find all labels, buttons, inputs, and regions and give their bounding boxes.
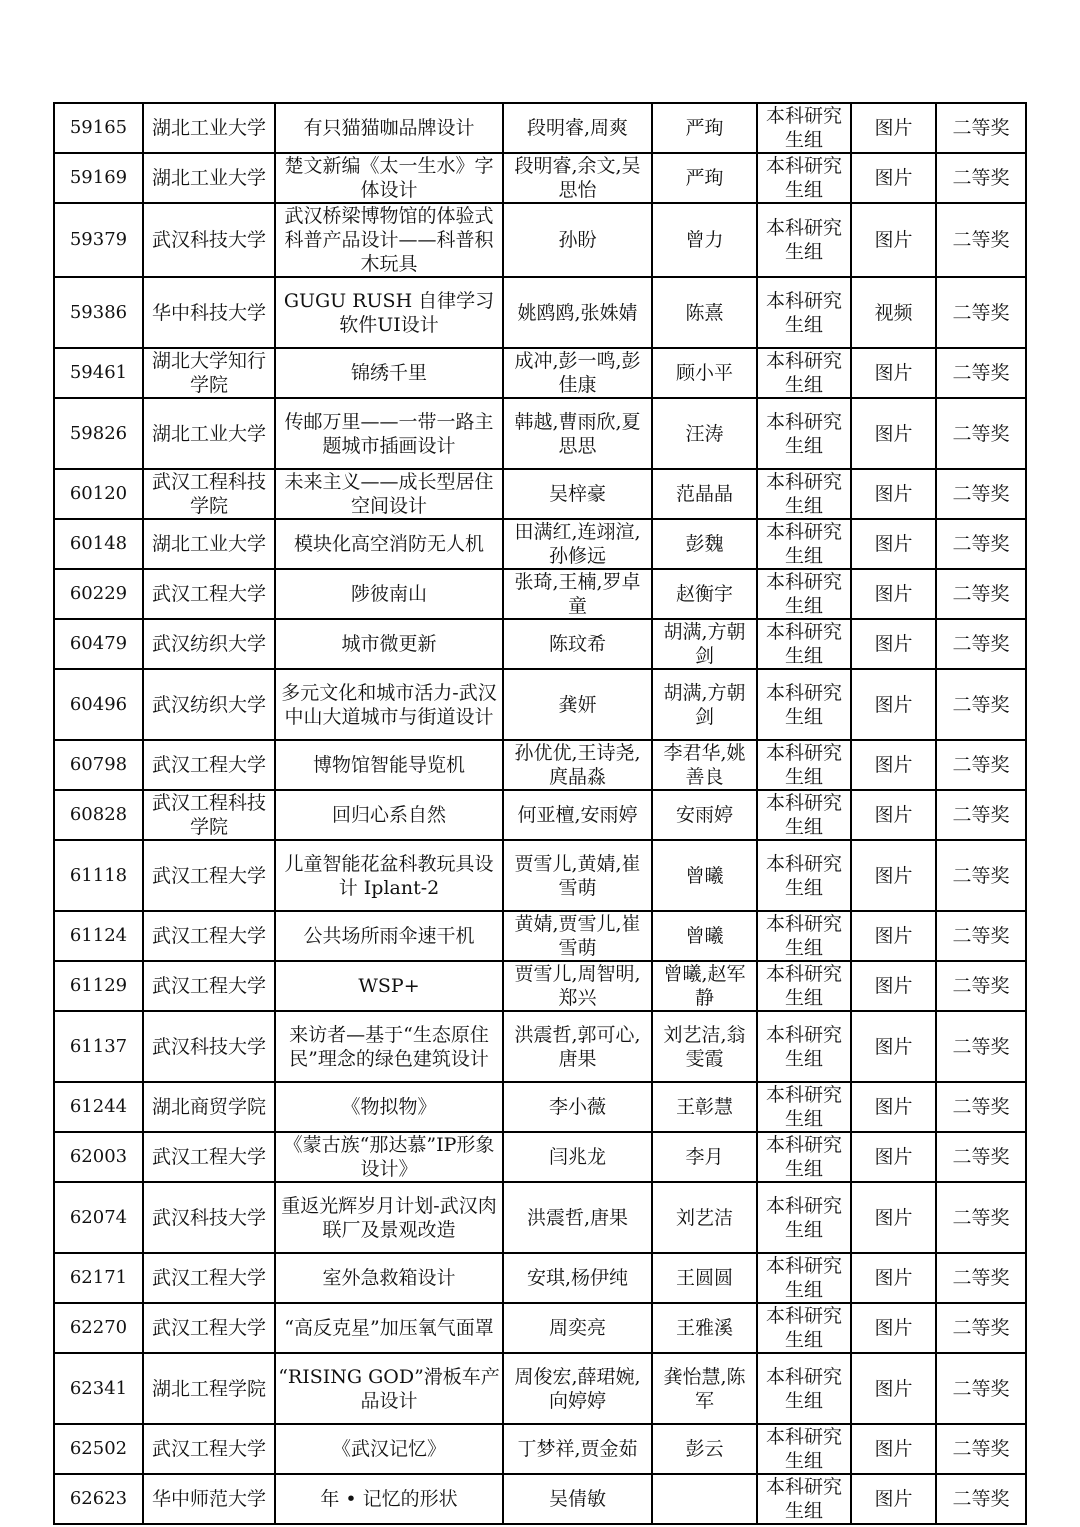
group-cell: 本科研究生组: [757, 277, 851, 348]
group-cell: 本科研究生组: [757, 911, 851, 961]
work-title-cell: 重返光辉岁月计划-武汉肉联厂及景观改造: [275, 1182, 503, 1253]
school-cell: 武汉纺织大学: [143, 619, 275, 669]
authors-cell: 周俊宏,薛珺婉,向婷婷: [503, 1353, 652, 1424]
work-title-cell: 陟彼南山: [275, 569, 503, 619]
school-cell: 武汉工程大学: [143, 840, 275, 911]
media-type-cell: 图片: [851, 1132, 936, 1182]
authors-cell: 黄婧,贾雪儿,崔雪萌: [503, 911, 652, 961]
school-cell: 湖北商贸学院: [143, 1082, 275, 1132]
entry-id-cell: 59461: [54, 348, 143, 398]
award-cell: 二等奖: [936, 790, 1026, 840]
advisor-cell: 李君华,姚善良: [652, 740, 757, 790]
advisor-cell: 赵衡宇: [652, 569, 757, 619]
advisor-cell: 顾小平: [652, 348, 757, 398]
authors-cell: 洪震哲,唐果: [503, 1182, 652, 1253]
group-cell: 本科研究生组: [757, 840, 851, 911]
advisor-cell: 彭魏: [652, 519, 757, 569]
media-type-cell: 图片: [851, 1182, 936, 1253]
group-cell: 本科研究生组: [757, 1011, 851, 1082]
authors-cell: 洪震哲,郭可心,唐果: [503, 1011, 652, 1082]
group-cell: 本科研究生组: [757, 740, 851, 790]
work-title-cell: “高反克星”加压氧气面罩: [275, 1303, 503, 1353]
table-row: [54, 911, 1026, 961]
work-title-cell: 《物拟物》: [275, 1082, 503, 1132]
table-row: [54, 519, 1026, 569]
entry-id-cell: 60828: [54, 790, 143, 840]
work-title-cell: 《蒙古族“那达慕”IP形象设计》: [275, 1132, 503, 1182]
award-cell: 二等奖: [936, 1424, 1026, 1474]
entry-id-cell: 62623: [54, 1474, 143, 1524]
authors-cell: 姚鸥鸥,张姝婧: [503, 277, 652, 348]
group-cell: 本科研究生组: [757, 1303, 851, 1353]
media-type-cell: 图片: [851, 740, 936, 790]
award-cell: 二等奖: [936, 348, 1026, 398]
group-cell: 本科研究生组: [757, 398, 851, 469]
entry-id-cell: 59379: [54, 203, 143, 277]
award-cell: 二等奖: [936, 203, 1026, 277]
table-row: [54, 1253, 1026, 1303]
table-row: [54, 790, 1026, 840]
media-type-cell: 图片: [851, 153, 936, 203]
advisor-cell: 曾力: [652, 203, 757, 277]
table-row: [54, 103, 1026, 153]
award-cell: 二等奖: [936, 1303, 1026, 1353]
award-table: [53, 102, 1027, 1525]
work-title-cell: 《武汉记忆》: [275, 1424, 503, 1474]
entry-id-cell: 61129: [54, 961, 143, 1011]
school-cell: 华中师范大学: [143, 1474, 275, 1524]
school-cell: 武汉科技大学: [143, 1182, 275, 1253]
table-row: [54, 277, 1026, 348]
advisor-cell: 曾曦: [652, 840, 757, 911]
advisor-cell: 范晶晶: [652, 469, 757, 519]
award-cell: 二等奖: [936, 153, 1026, 203]
school-cell: 武汉纺织大学: [143, 669, 275, 740]
table-row: [54, 1011, 1026, 1082]
group-cell: 本科研究生组: [757, 790, 851, 840]
school-cell: 武汉科技大学: [143, 203, 275, 277]
award-cell: 二等奖: [936, 740, 1026, 790]
work-title-cell: 回归心系自然: [275, 790, 503, 840]
media-type-cell: 图片: [851, 961, 936, 1011]
school-cell: 湖北工程学院: [143, 1353, 275, 1424]
advisor-cell: 龚怡慧,陈军: [652, 1353, 757, 1424]
media-type-cell: 图片: [851, 103, 936, 153]
table-row: [54, 469, 1026, 519]
media-type-cell: 图片: [851, 1082, 936, 1132]
group-cell: 本科研究生组: [757, 203, 851, 277]
media-type-cell: 图片: [851, 669, 936, 740]
school-cell: 湖北工业大学: [143, 519, 275, 569]
table-row: [54, 1182, 1026, 1253]
advisor-cell: 严珣: [652, 103, 757, 153]
table-row: [54, 840, 1026, 911]
award-cell: 二等奖: [936, 569, 1026, 619]
authors-cell: 段明睿,周爽: [503, 103, 652, 153]
group-cell: 本科研究生组: [757, 619, 851, 669]
school-cell: 武汉工程大学: [143, 740, 275, 790]
award-cell: 二等奖: [936, 961, 1026, 1011]
authors-cell: 陈玟希: [503, 619, 652, 669]
entry-id-cell: 59165: [54, 103, 143, 153]
authors-cell: 丁梦祥,贾金茹: [503, 1424, 652, 1474]
table-row: [54, 961, 1026, 1011]
school-cell: 武汉工程大学: [143, 911, 275, 961]
award-cell: 二等奖: [936, 669, 1026, 740]
work-title-cell: 城市微更新: [275, 619, 503, 669]
school-cell: 武汉工程大学: [143, 1253, 275, 1303]
advisor-cell: 胡满,方朝剑: [652, 619, 757, 669]
group-cell: 本科研究生组: [757, 469, 851, 519]
entry-id-cell: 60479: [54, 619, 143, 669]
table-row: [54, 619, 1026, 669]
group-cell: 本科研究生组: [757, 103, 851, 153]
award-cell: 二等奖: [936, 519, 1026, 569]
authors-cell: 何亚檀,安雨婷: [503, 790, 652, 840]
work-title-cell: 来访者—基于“生态原住民”理念的绿色建筑设计: [275, 1011, 503, 1082]
media-type-cell: 图片: [851, 203, 936, 277]
group-cell: 本科研究生组: [757, 1253, 851, 1303]
entry-id-cell: 62341: [54, 1353, 143, 1424]
table-row: [54, 740, 1026, 790]
award-cell: 二等奖: [936, 619, 1026, 669]
entry-id-cell: 61124: [54, 911, 143, 961]
authors-cell: 张琦,王楠,罗卓童: [503, 569, 652, 619]
advisor-cell: 严珣: [652, 153, 757, 203]
school-cell: 华中科技大学: [143, 277, 275, 348]
entry-id-cell: 61244: [54, 1082, 143, 1132]
authors-cell: 吴梓豪: [503, 469, 652, 519]
entry-id-cell: 60120: [54, 469, 143, 519]
work-title-cell: 有只猫猫咖品牌设计: [275, 103, 503, 153]
school-cell: 湖北工业大学: [143, 153, 275, 203]
group-cell: 本科研究生组: [757, 569, 851, 619]
media-type-cell: 视频: [851, 277, 936, 348]
work-title-cell: 公共场所雨伞速干机: [275, 911, 503, 961]
table-row: [54, 1474, 1026, 1524]
work-title-cell: 锦绣千里: [275, 348, 503, 398]
table-row: [54, 1082, 1026, 1132]
award-cell: 二等奖: [936, 398, 1026, 469]
media-type-cell: 图片: [851, 1353, 936, 1424]
award-cell: 二等奖: [936, 911, 1026, 961]
entry-id-cell: 59169: [54, 153, 143, 203]
table-row: [54, 1353, 1026, 1424]
school-cell: 湖北工业大学: [143, 398, 275, 469]
work-title-cell: 模块化高空消防无人机: [275, 519, 503, 569]
authors-cell: 段明睿,余文,吴思怡: [503, 153, 652, 203]
entry-id-cell: 62270: [54, 1303, 143, 1353]
authors-cell: 吴倩敏: [503, 1474, 652, 1524]
authors-cell: 闫兆龙: [503, 1132, 652, 1182]
table-row: [54, 398, 1026, 469]
work-title-cell: 多元文化和城市活力-武汉中山大道城市与街道设计: [275, 669, 503, 740]
work-title-cell: 未来主义——成长型居住空间设计: [275, 469, 503, 519]
media-type-cell: 图片: [851, 569, 936, 619]
award-cell: 二等奖: [936, 1474, 1026, 1524]
advisor-cell: 王圆圆: [652, 1253, 757, 1303]
work-title-cell: 年 • 记忆的形状: [275, 1474, 503, 1524]
media-type-cell: 图片: [851, 398, 936, 469]
table-row: [54, 348, 1026, 398]
group-cell: 本科研究生组: [757, 519, 851, 569]
work-title-cell: 室外急救箱设计: [275, 1253, 503, 1303]
advisor-cell: 刘艺洁,翁雯霞: [652, 1011, 757, 1082]
group-cell: 本科研究生组: [757, 1182, 851, 1253]
media-type-cell: 图片: [851, 790, 936, 840]
group-cell: 本科研究生组: [757, 1132, 851, 1182]
entry-id-cell: 62502: [54, 1424, 143, 1474]
school-cell: 武汉工程科技学院: [143, 469, 275, 519]
advisor-cell: [652, 1474, 757, 1524]
work-title-cell: 楚文新编《太一生水》字体设计: [275, 153, 503, 203]
award-table-body: [54, 103, 1026, 1524]
entry-id-cell: 60496: [54, 669, 143, 740]
school-cell: 武汉工程大学: [143, 1132, 275, 1182]
group-cell: 本科研究生组: [757, 348, 851, 398]
work-title-cell: 武汉桥梁博物馆的体验式科普产品设计——科普积木玩具: [275, 203, 503, 277]
advisor-cell: 刘艺洁: [652, 1182, 757, 1253]
school-cell: 武汉工程大学: [143, 1424, 275, 1474]
advisor-cell: 曾曦: [652, 911, 757, 961]
media-type-cell: 图片: [851, 1424, 936, 1474]
media-type-cell: 图片: [851, 619, 936, 669]
school-cell: 湖北工业大学: [143, 103, 275, 153]
media-type-cell: 图片: [851, 1474, 936, 1524]
work-title-cell: 传邮万里——一带一路主题城市插画设计: [275, 398, 503, 469]
advisor-cell: 李月: [652, 1132, 757, 1182]
authors-cell: 周奕亮: [503, 1303, 652, 1353]
award-cell: 二等奖: [936, 1132, 1026, 1182]
media-type-cell: 图片: [851, 911, 936, 961]
advisor-cell: 王彰慧: [652, 1082, 757, 1132]
award-cell: 二等奖: [936, 1253, 1026, 1303]
award-cell: 二等奖: [936, 469, 1026, 519]
entry-id-cell: 61118: [54, 840, 143, 911]
media-type-cell: 图片: [851, 840, 936, 911]
award-cell: 二等奖: [936, 103, 1026, 153]
media-type-cell: 图片: [851, 519, 936, 569]
table-row: [54, 1303, 1026, 1353]
group-cell: 本科研究生组: [757, 961, 851, 1011]
work-title-cell: GUGU RUSH 自律学习软件UI设计: [275, 277, 503, 348]
advisor-cell: 汪涛: [652, 398, 757, 469]
entry-id-cell: 59826: [54, 398, 143, 469]
media-type-cell: 图片: [851, 1011, 936, 1082]
authors-cell: 贾雪儿,黄婧,崔雪萌: [503, 840, 652, 911]
authors-cell: 贾雪儿,周智明,郑兴: [503, 961, 652, 1011]
table-row: [54, 153, 1026, 203]
table-row: [54, 203, 1026, 277]
media-type-cell: 图片: [851, 1253, 936, 1303]
entry-id-cell: 62171: [54, 1253, 143, 1303]
work-title-cell: 儿童智能花盆科教玩具设计 Iplant-2: [275, 840, 503, 911]
award-list-page: [53, 102, 1027, 1525]
group-cell: 本科研究生组: [757, 1082, 851, 1132]
school-cell: 武汉工程大学: [143, 569, 275, 619]
advisor-cell: 彭云: [652, 1424, 757, 1474]
advisor-cell: 陈熹: [652, 277, 757, 348]
school-cell: 湖北大学知行学院: [143, 348, 275, 398]
award-cell: 二等奖: [936, 1353, 1026, 1424]
entry-id-cell: 61137: [54, 1011, 143, 1082]
award-cell: 二等奖: [936, 1082, 1026, 1132]
advisor-cell: 安雨婷: [652, 790, 757, 840]
table-row: [54, 1424, 1026, 1474]
entry-id-cell: 62074: [54, 1182, 143, 1253]
table-row: [54, 569, 1026, 619]
media-type-cell: 图片: [851, 1303, 936, 1353]
authors-cell: 李小薇: [503, 1082, 652, 1132]
advisor-cell: 王雅溪: [652, 1303, 757, 1353]
group-cell: 本科研究生组: [757, 669, 851, 740]
award-cell: 二等奖: [936, 840, 1026, 911]
authors-cell: 田满红,连翊渲,孙修远: [503, 519, 652, 569]
award-cell: 二等奖: [936, 1011, 1026, 1082]
work-title-cell: “RISING GOD”滑板车产品设计: [275, 1353, 503, 1424]
group-cell: 本科研究生组: [757, 153, 851, 203]
school-cell: 武汉科技大学: [143, 1011, 275, 1082]
authors-cell: 安琪,杨伊纯: [503, 1253, 652, 1303]
table-row: [54, 1132, 1026, 1182]
group-cell: 本科研究生组: [757, 1424, 851, 1474]
authors-cell: 成冲,彭一鸣,彭佳康: [503, 348, 652, 398]
authors-cell: 龚妍: [503, 669, 652, 740]
school-cell: 武汉工程科技学院: [143, 790, 275, 840]
group-cell: 本科研究生组: [757, 1474, 851, 1524]
media-type-cell: 图片: [851, 469, 936, 519]
media-type-cell: 图片: [851, 348, 936, 398]
entry-id-cell: 62003: [54, 1132, 143, 1182]
entry-id-cell: 60148: [54, 519, 143, 569]
award-cell: 二等奖: [936, 277, 1026, 348]
advisor-cell: 曾曦,赵军静: [652, 961, 757, 1011]
work-title-cell: 博物馆智能导览机: [275, 740, 503, 790]
authors-cell: 孙优优,王诗尧,庹晶淼: [503, 740, 652, 790]
advisor-cell: 胡满,方朝剑: [652, 669, 757, 740]
authors-cell: 孙盼: [503, 203, 652, 277]
school-cell: 武汉工程大学: [143, 1303, 275, 1353]
award-cell: 二等奖: [936, 1182, 1026, 1253]
group-cell: 本科研究生组: [757, 1353, 851, 1424]
entry-id-cell: 60229: [54, 569, 143, 619]
school-cell: 武汉工程大学: [143, 961, 275, 1011]
table-row: [54, 669, 1026, 740]
work-title-cell: WSP+: [275, 961, 503, 1011]
entry-id-cell: 59386: [54, 277, 143, 348]
entry-id-cell: 60798: [54, 740, 143, 790]
authors-cell: 韩越,曹雨欣,夏思思: [503, 398, 652, 469]
